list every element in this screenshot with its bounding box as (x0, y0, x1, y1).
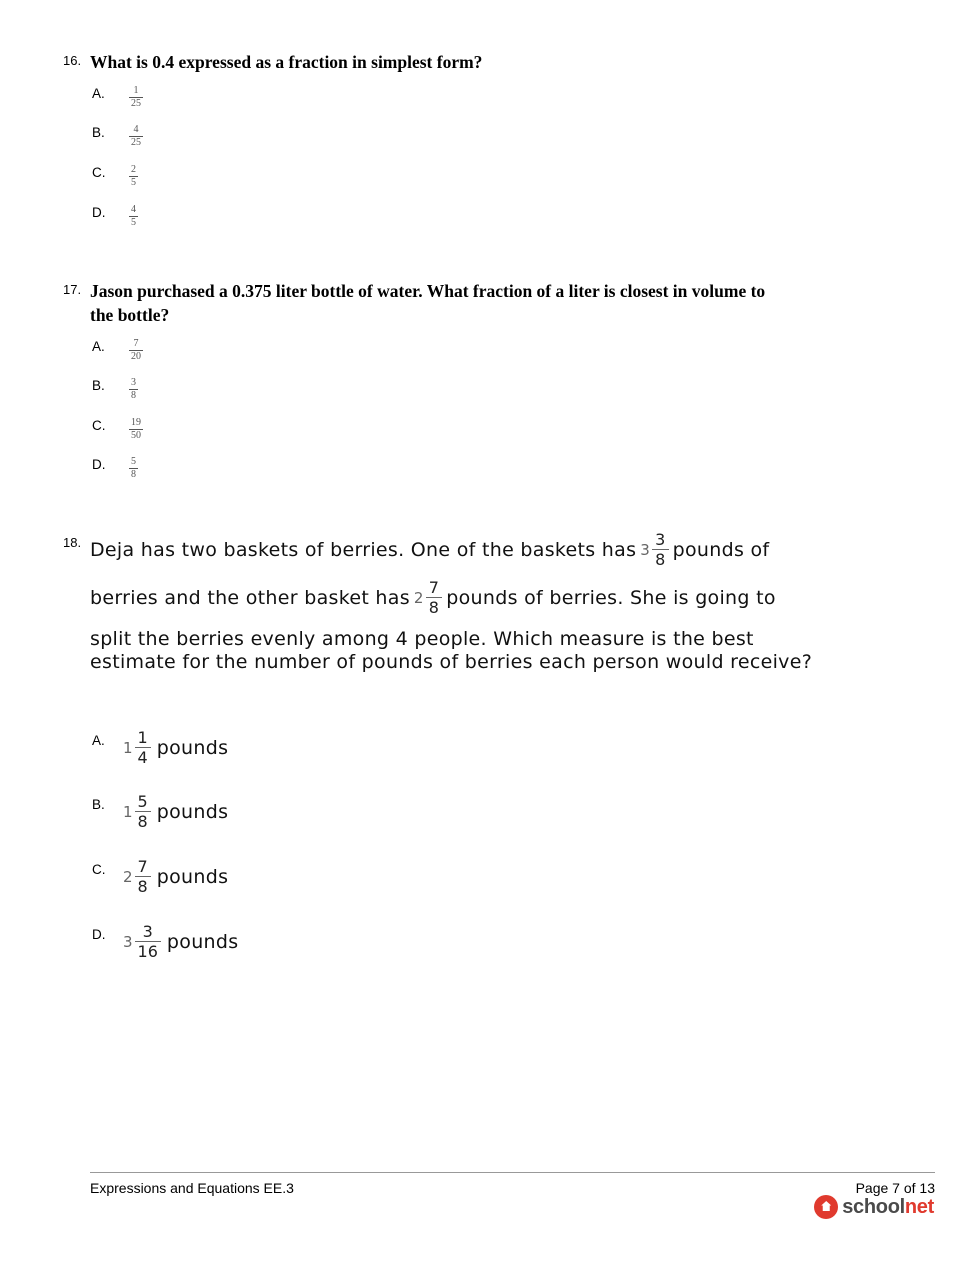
schoolnet-logo (814, 1195, 934, 1219)
q18-line2-post: pounds of berries. She is going to (446, 586, 776, 609)
question-16-text: What is 0.4 expressed as a fraction in simplest form? (90, 52, 483, 72)
q16-option-c-letter: C. (92, 165, 106, 180)
q18-option-d-answer[interactable]: 3 $\frac{3}{16}$ pounds (123, 922, 239, 961)
q17-option-a-fraction[interactable]: 7 20 (131, 338, 141, 362)
question-17-number: 17. (63, 282, 82, 297)
question-17-text-line1: Jason purchased a 0.375 liter bottle of water. What fraction of a liter is closest in volume to (90, 281, 766, 301)
question-18-number: 18. (63, 535, 82, 550)
question-18-line1 (90, 530, 769, 569)
question-18-line3: split the berries evenly among 4 people. Which measure is the best (90, 628, 754, 650)
q18-option-c-answer[interactable]: 2 $\frac{7}{8}$ pounds (123, 857, 229, 896)
q16-option-a-letter: A. (92, 86, 105, 101)
q17-option-d-letter: D. (92, 457, 106, 472)
q16-option-d-fraction[interactable]: 4 5 (131, 204, 136, 228)
q17-option-d-fraction[interactable]: 5 8 (131, 456, 136, 480)
logo-text-net: net (904, 1195, 934, 1218)
q18-mixed-number-1: 3 $\frac{3}{8}$ (640, 530, 668, 569)
q18-line1-post: pounds of (672, 538, 770, 561)
question-17-text-line2: the bottle? (90, 305, 170, 325)
q18-option-a-answer[interactable]: 1 $\frac{1}{4}$ pounds (123, 728, 229, 767)
q16-option-c-fraction[interactable]: 2 5 (131, 164, 136, 188)
q16-option-a-fraction[interactable]: 1 25 (131, 85, 141, 109)
q18-option-d-letter: D. (92, 927, 106, 942)
footer-title: Expressions and Equations EE.3 (90, 1180, 294, 1196)
q17-option-b-letter: B. (92, 378, 105, 393)
footer-divider (90, 1172, 935, 1173)
q17-option-c-fraction[interactable]: 19 50 (131, 417, 141, 441)
q18-option-a-letter: A. (92, 733, 105, 748)
page-number: Page 7 of 13 (855, 1180, 935, 1196)
q18-option-b-answer[interactable]: 1 $\frac{5}{8}$ pounds (123, 792, 229, 831)
q16-option-b-letter: B. (92, 125, 105, 140)
q16-option-d-letter: D. (92, 205, 106, 220)
question-16-number: 16. (63, 53, 82, 68)
q18-option-c-letter: C. (92, 862, 106, 877)
question-18-line4: estimate for the number of pounds of berries each person would receive? (90, 651, 813, 673)
q17-option-b-fraction[interactable]: 3 8 (131, 377, 136, 401)
logo-text-school: school (842, 1195, 905, 1218)
q17-option-a-letter: A. (92, 339, 105, 354)
schoolnet-house-icon (814, 1195, 838, 1219)
q18-option-b-letter: B. (92, 797, 105, 812)
q18-line1-pre: Deja has two baskets of berries. One of the baskets has (90, 538, 637, 561)
q17-option-c-letter: C. (92, 418, 106, 433)
q16-option-b-fraction[interactable]: 4 25 (131, 124, 141, 148)
q18-line2-pre: berries and the other basket has (90, 586, 410, 609)
q18-mixed-number-2: 2 $\frac{7}{8}$ (414, 578, 442, 617)
question-18-line2 (90, 578, 776, 617)
